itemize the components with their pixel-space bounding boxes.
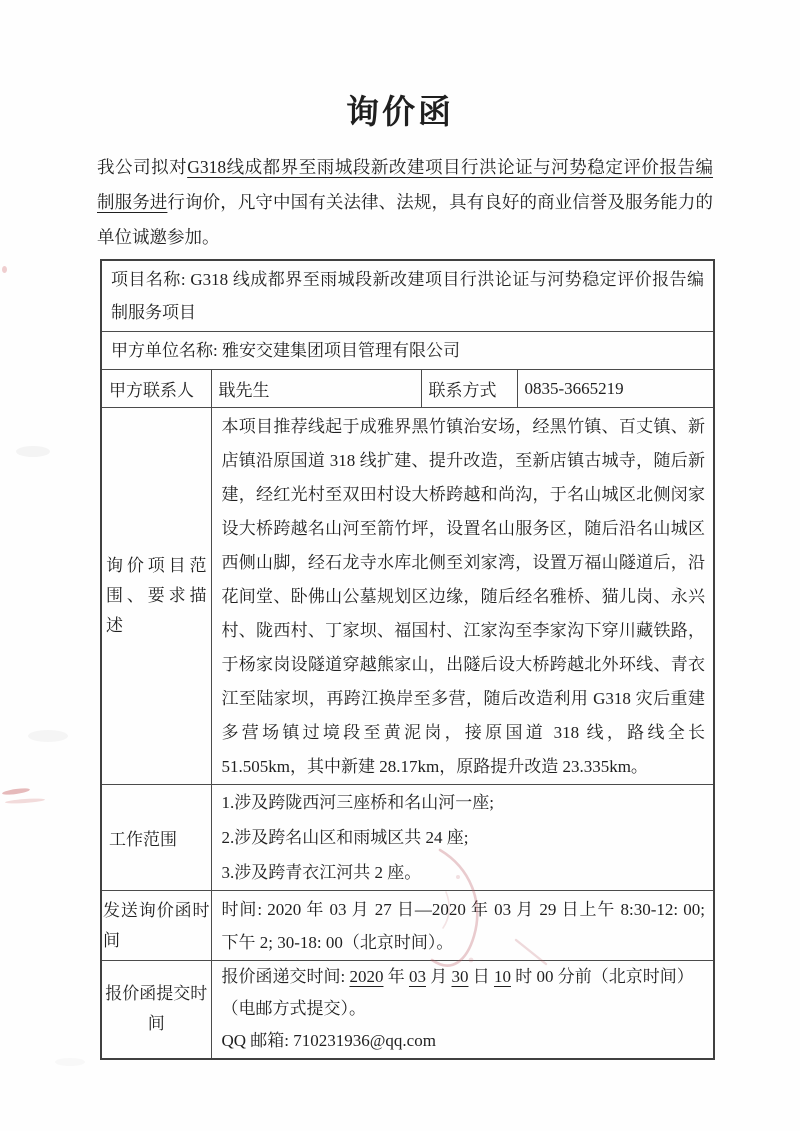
party-a-value: 雅安交建集团项目管理有限公司: [221, 341, 460, 360]
scan-artifact-red-smudge: [5, 798, 45, 805]
work-scope-items-cell: [211, 785, 714, 891]
work-scope-label-cell: 工作范围: [101, 785, 211, 891]
submit-time-text: [222, 967, 694, 1018]
table-row-party-a: [101, 332, 714, 370]
send-time-label-cell: 发送询价函时间: [101, 891, 211, 961]
project-name-cell: [101, 260, 714, 332]
day-suffix: 日: [468, 967, 494, 987]
page-title: 询价函: [346, 95, 454, 131]
table-row-project-name: [101, 260, 714, 332]
submit-time-prefix: 报价函递交时间:: [221, 967, 350, 987]
submit-hour: 10: [493, 967, 511, 987]
party-a-label: 甲方单位名称:: [111, 341, 222, 360]
intro-underlined-project-name: G318线成都界至雨城段新改建项目行洪论证与河势稳定评价报告编制服务进: [97, 157, 714, 212]
table-row-work-scope: [101, 785, 714, 891]
send-time-value-cell: 时间: 2020 年 03 月 27 日—2020 年 03 月 29 日上午 8:30-12: 00; 下午 2; 30-18: 00（北京时间）。: [211, 891, 714, 961]
scan-artifact-gray-smudge: [28, 730, 68, 742]
intro-suffix: 行询价，凡守中国有关法律、法规，具有良好的商业信誉及服务能力的单位诚邀参加。: [97, 192, 714, 247]
scan-artifact-red-dot: [2, 266, 7, 273]
intro-paragraph: [97, 150, 713, 255]
submit-year: 2020: [349, 967, 384, 987]
table-row-contact: [101, 370, 714, 408]
submit-day: 30: [451, 967, 469, 987]
contact-name-cell: 戢先生: [211, 370, 421, 408]
project-name-value: G318 线成都界至雨城段新改建项目行洪论证与河势稳定评价报告编制服务项目: [111, 270, 705, 322]
scope-description-text-cell: 本项目推荐线起于成雅界黑竹镇治安场，经黑竹镇、百丈镇、新店镇沿原国道 318 线扩建、提升改造，至新店镇古城寺，随后新建，经红光村至双田村设大桥跨越和尚沟，于名山城区北侧闵家设大桥跨越名山河至箭竹坪，设置名山服务区，随后沿名山城区西侧山脚，经石龙寺水库北侧至刘家湾，设置万福山隧道后，沿花间堂、卧佛山公墓规划区边缘，随后经名雅桥、猫儿岗、永兴村、陇西村、丁家坝、福国村、江家沟至李家沟下穿川藏铁路，于杨家岗设隧道穿越熊家山，出隧后设大桥跨越北外环线、青衣江至陆家坝，再跨江换岸至多营，随后改造利用 G318 灾后重建多营场镇过境段至黄泥岗，接原国道 318 线，路线全长 51.505km，其中新建 28.17km，原路提升改造 23.335km。: [211, 408, 714, 785]
phone-value-cell: 0835-3665219: [517, 370, 714, 408]
scan-artifact-red-smudge: [2, 787, 30, 796]
work-scope-item-2: 2.涉及跨名山区和雨城区共 24 座;: [221, 828, 469, 847]
table-row-submit-time: [101, 961, 714, 1059]
table-row-scope-description: [101, 408, 714, 785]
submit-month: 03: [408, 967, 426, 987]
month-suffix: 月: [425, 967, 452, 987]
submit-time-value-cell: [211, 961, 714, 1059]
work-scope-item-1: 1.涉及跨陇西河三座桥和名山河一座;: [221, 793, 494, 812]
qq-email-text: QQ 邮箱: 710231936@qq.com: [221, 1031, 436, 1051]
scan-artifact-gray-smudge: [55, 1058, 85, 1066]
phone-label-cell: 联系方式: [421, 370, 517, 408]
submit-time-suffix: 时 00 分前（北京时间）（电邮方式提交）。: [221, 967, 694, 1019]
project-name-label: 项目名称:: [111, 270, 191, 289]
inquiry-table: [100, 259, 715, 1060]
scope-description-label-cell: 询价项目范围、要求描述: [101, 408, 211, 785]
table-row-send-time: [101, 891, 714, 961]
work-scope-item-3: 3.涉及跨青衣江河共 2 座。: [221, 863, 422, 882]
submit-time-label-cell: 报价函提交时间: [101, 961, 211, 1059]
intro-prefix: 我公司拟对: [97, 157, 188, 177]
party-a-cell: [101, 332, 714, 370]
scan-artifact-gray-smudge: [16, 446, 50, 457]
contact-label-cell: 甲方联系人: [101, 370, 211, 408]
year-suffix: 年: [383, 967, 409, 987]
